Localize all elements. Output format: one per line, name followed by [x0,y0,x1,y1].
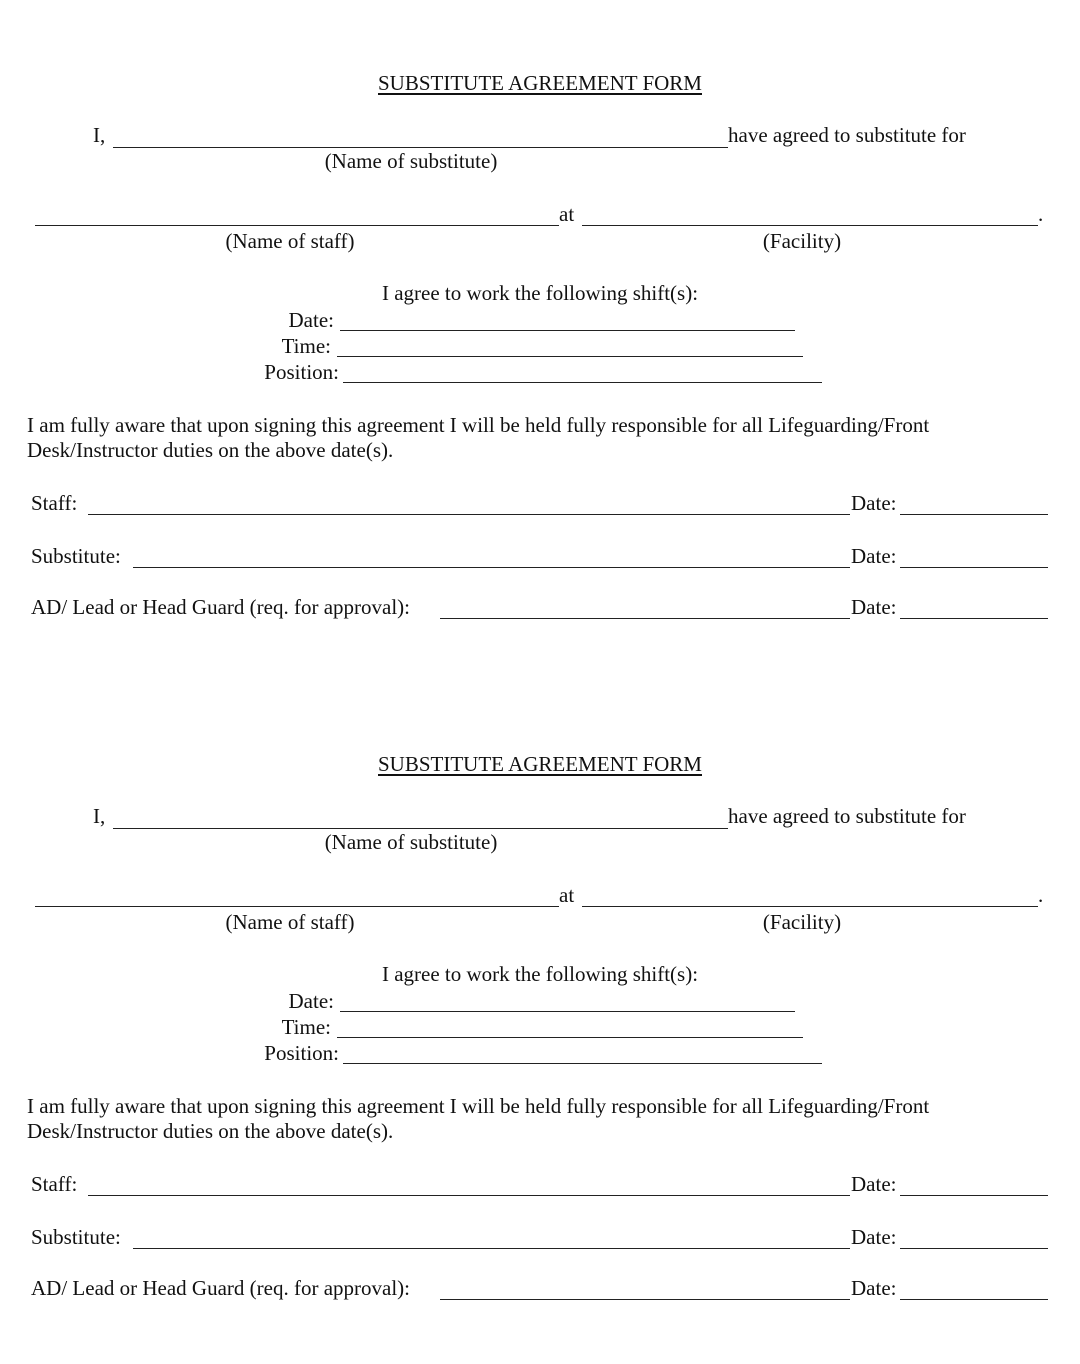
approval-date-field[interactable] [900,618,1048,619]
staff-date-field[interactable] [900,514,1048,515]
position-label: Position: [264,1041,339,1065]
form-title: SUBSTITUTE AGREEMENT FORM [378,752,702,776]
agreed-text: have agreed to substitute for [728,123,966,147]
period: . [1038,202,1044,226]
substitute-signature-label: Substitute: [31,1225,121,1249]
shift-date-field[interactable] [340,330,795,331]
responsibility-statement: I am fully aware that upon signing this agreement I will be held fully responsible for all Lifeguarding/Front Desk/Instructor duties on the above date(s). [27,413,930,462]
at-label: at [559,883,575,907]
substitute-signature-field[interactable] [133,567,850,568]
substitute-agreement-form [0,681,1080,1361]
approval-date-label: Date: [851,1276,897,1300]
substitute-signature-field[interactable] [133,1248,850,1249]
substitute-name-field[interactable] [113,828,728,829]
substitute-date-field[interactable] [900,1248,1048,1249]
staff-caption: (Name of staff) [225,229,355,253]
substitute-agreement-form [0,0,1080,680]
agreed-text: have agreed to substitute for [728,804,966,828]
staff-signature-field[interactable] [88,1195,850,1196]
staff-signature-label: Staff: [31,1172,78,1196]
approval-signature-field[interactable] [440,1299,850,1300]
shift-date-field[interactable] [340,1011,795,1012]
substitute-name-field[interactable] [113,147,728,148]
staff-name-field[interactable] [35,906,559,907]
date-label: Date: [288,308,334,332]
facility-field[interactable] [582,906,1038,907]
facility-caption: (Facility) [762,910,842,934]
shift-intro: I agree to work the following shift(s): [381,962,699,986]
substitute-date-label: Date: [851,544,897,568]
staff-caption: (Name of staff) [225,910,355,934]
substitute-date-field[interactable] [900,567,1048,568]
shift-time-field[interactable] [337,356,803,357]
staff-date-label: Date: [851,1172,897,1196]
facility-caption: (Facility) [762,229,842,253]
responsibility-statement: I am fully aware that upon signing this agreement I will be held fully responsible for all Lifeguarding/Front Desk/Instructor duties on the above date(s). [27,1094,930,1143]
staff-date-label: Date: [851,491,897,515]
staff-date-field[interactable] [900,1195,1048,1196]
shift-position-field[interactable] [343,1063,822,1064]
form-title: SUBSTITUTE AGREEMENT FORM [378,71,702,95]
shift-intro: I agree to work the following shift(s): [381,281,699,305]
i-label: I, [93,804,106,828]
approval-signature-label: AD/ Lead or Head Guard (req. for approval): [31,1276,411,1300]
shift-time-field[interactable] [337,1037,803,1038]
facility-field[interactable] [582,225,1038,226]
approval-signature-label: AD/ Lead or Head Guard (req. for approval): [31,595,411,619]
substitute-date-label: Date: [851,1225,897,1249]
staff-signature-field[interactable] [88,514,850,515]
position-label: Position: [264,360,339,384]
time-label: Time: [281,334,331,358]
approval-date-field[interactable] [900,1299,1048,1300]
approval-date-label: Date: [851,595,897,619]
staff-name-field[interactable] [35,225,559,226]
substitute-signature-label: Substitute: [31,544,121,568]
time-label: Time: [281,1015,331,1039]
staff-signature-label: Staff: [31,491,78,515]
period: . [1038,883,1044,907]
substitute-caption: (Name of substitute) [324,149,498,173]
approval-signature-field[interactable] [440,618,850,619]
shift-position-field[interactable] [343,382,822,383]
date-label: Date: [288,989,334,1013]
at-label: at [559,202,575,226]
i-label: I, [93,123,106,147]
substitute-caption: (Name of substitute) [324,830,498,854]
